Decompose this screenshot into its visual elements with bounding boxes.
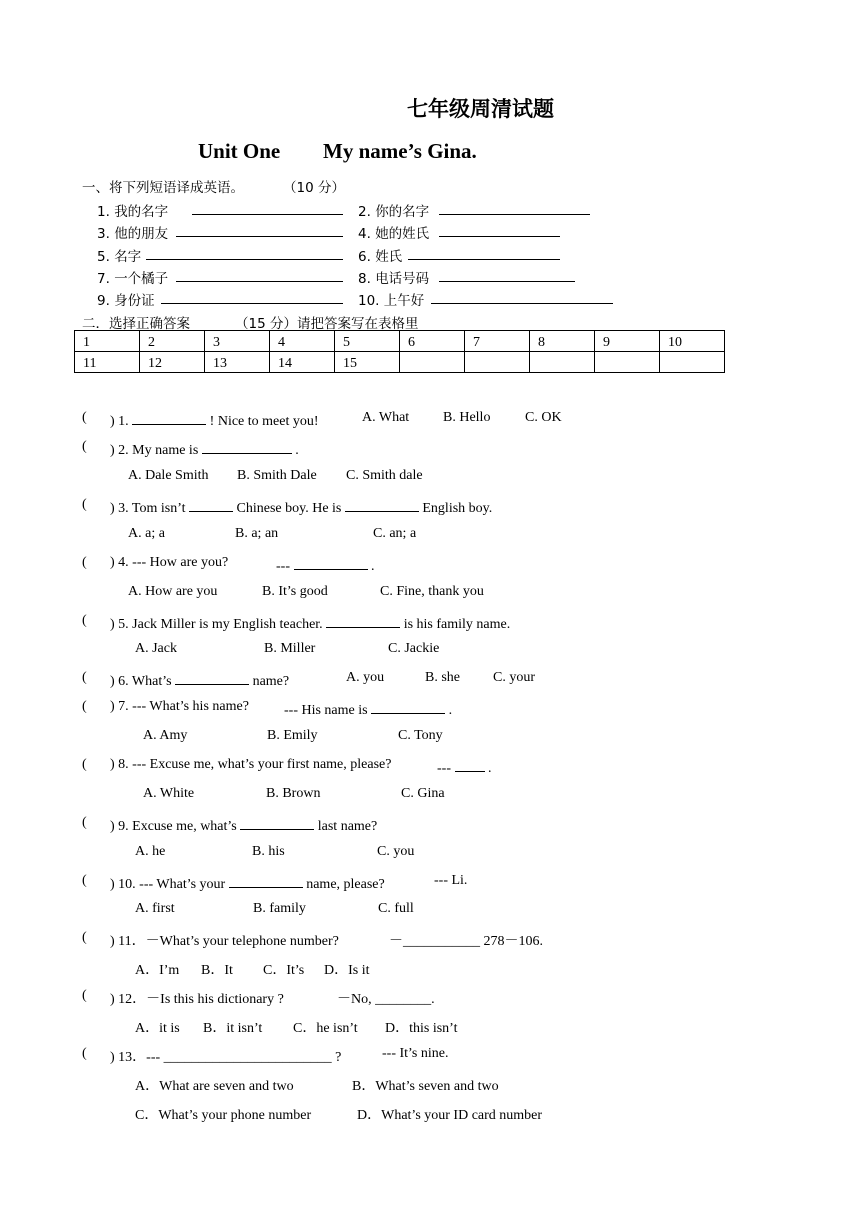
question-13-answer: --- It’s nine. [382, 1046, 449, 1061]
question-2: ) 2. My name is . [110, 439, 299, 459]
option-c: C. Smith dale [346, 468, 423, 483]
unit-label: Unit One [198, 139, 281, 163]
answer-cell[interactable]: 4 [270, 331, 335, 352]
question-13: ) 13．--- ________________________ ? [110, 1050, 342, 1065]
option-a: A. Dale Smith [128, 468, 209, 483]
option-c: C．It’s [263, 963, 305, 978]
answer-cell[interactable] [530, 352, 595, 373]
section1-heading: 一、将下列短语译成英语。 [82, 180, 244, 196]
option-d: D．this isn’t [385, 1021, 458, 1036]
option-b: B. a; an [235, 526, 279, 541]
answer-blank[interactable] [345, 497, 419, 512]
phrase-item: 9. 身份证 [97, 293, 155, 309]
option-b: B. Miller [264, 641, 316, 656]
section2-score: （15 分）请把答案写在表格里 [235, 316, 419, 332]
option-a: A. he [135, 844, 166, 859]
option-b: B. she [425, 670, 460, 685]
option-c: C．he isn’t [293, 1021, 358, 1036]
option-a: A. a; a [128, 526, 165, 541]
phrase-item: 10. 上午好 [358, 293, 425, 309]
answer-blank[interactable] [176, 267, 343, 287]
answer-paren[interactable]: ( [82, 497, 87, 512]
answer-cell[interactable] [400, 352, 465, 373]
section1-score: （10 分） [283, 180, 345, 196]
answer-blank[interactable] [132, 410, 206, 425]
option-c: C. your [493, 670, 535, 685]
option-a: A. What [362, 410, 410, 425]
answer-blank[interactable] [146, 245, 343, 265]
answer-paren[interactable]: ( [82, 699, 87, 714]
answer-paren[interactable]: ( [82, 988, 87, 1003]
phrase-item: 2. 你的名字 [358, 204, 430, 220]
option-a: A．I’m [135, 963, 180, 978]
answer-cell[interactable]: 10 [660, 331, 725, 352]
option-c: C. an; a [373, 526, 417, 541]
answer-cell[interactable]: 3 [205, 331, 270, 352]
option-b: B. It’s good [262, 584, 328, 599]
option-b: B. family [253, 901, 306, 916]
table-row [75, 331, 725, 352]
question-7-answer: --- His name is . [284, 699, 452, 719]
option-b: B．it isn’t [203, 1021, 263, 1036]
answer-blank[interactable] [175, 670, 249, 685]
question-10: ) 10. --- What’s your name, please? [110, 873, 385, 893]
page-title: 七年级周清试题 [407, 97, 554, 121]
option-a: A. you [346, 670, 385, 685]
answer-paren[interactable]: ( [82, 555, 87, 570]
option-b: B．It [201, 963, 233, 978]
answer-blank[interactable] [294, 555, 368, 570]
question-4-answer: --- . [276, 555, 375, 575]
option-b: B．What’s seven and two [352, 1079, 499, 1094]
question-4: ) 4. --- How are you? [110, 555, 229, 570]
answer-cell[interactable]: 5 [335, 331, 400, 352]
option-c: C. OK [525, 410, 562, 425]
answer-paren[interactable]: ( [82, 757, 87, 772]
answer-paren[interactable]: ( [82, 613, 87, 628]
answer-blank[interactable] [240, 815, 314, 830]
phrase-item: 6. 姓氏 [358, 249, 403, 265]
answer-blank[interactable] [189, 497, 233, 512]
answer-cell[interactable]: 2 [140, 331, 205, 352]
option-d: D．What’s your ID card number [357, 1108, 543, 1123]
answer-blank[interactable] [229, 873, 303, 888]
question-5: ) 5. Jack Miller is my English teacher. is his family name. [110, 613, 510, 633]
answer-cell[interactable]: 9 [595, 331, 660, 352]
question-12: ) 12．－Is this his dictionary ? [110, 992, 284, 1007]
table-row [75, 352, 725, 373]
option-b: B. Brown [266, 786, 321, 801]
option-b: B. Emily [267, 728, 318, 743]
answer-cell[interactable] [660, 352, 725, 373]
phrase-item: 3. 他的朋友 [97, 226, 169, 242]
option-a: A. White [143, 786, 195, 801]
phrase-item: 5. 名字 [97, 249, 142, 265]
answer-cell[interactable]: 8 [530, 331, 595, 352]
answer-blank[interactable] [371, 699, 445, 714]
option-c: C．What’s your phone number [135, 1108, 312, 1123]
answer-table [74, 330, 725, 373]
option-c: C. Fine, thank you [380, 584, 484, 599]
answer-paren[interactable]: ( [82, 1046, 87, 1061]
option-c: C. Tony [398, 728, 443, 743]
option-a: A. Jack [135, 641, 177, 656]
question-8: ) 8. --- Excuse me, what’s your first name, please? [110, 757, 392, 772]
option-a: A．it is [135, 1021, 180, 1036]
answer-cell[interactable]: 12 [140, 352, 205, 373]
answer-blank[interactable] [455, 757, 485, 772]
phrase-item: 7. 一个橘子 [97, 271, 169, 287]
phrase-item: 8. 电话号码 [358, 271, 430, 287]
answer-paren[interactable]: ( [82, 873, 87, 888]
answer-paren[interactable]: ( [82, 930, 87, 945]
answer-blank[interactable] [439, 267, 575, 287]
answer-cell[interactable]: 1 [75, 331, 140, 352]
option-b: B. Smith Dale [237, 468, 317, 483]
question-7: ) 7. --- What’s his name? [110, 699, 249, 714]
section2-heading: 二．选择正确答案 [82, 316, 190, 332]
answer-blank[interactable] [192, 200, 343, 220]
question-11: ) 11．－What’s your telephone number? [110, 934, 339, 949]
answer-paren[interactable]: ( [82, 670, 87, 685]
answer-blank[interactable] [408, 245, 560, 265]
answer-cell[interactable]: 14 [270, 352, 335, 373]
option-a: A. How are you [128, 584, 218, 599]
answer-cell[interactable]: 7 [465, 331, 530, 352]
option-c: C. Jackie [388, 641, 440, 656]
question-8-answer: --- . [437, 757, 492, 777]
question-1: ) 1. ! Nice to meet you! [110, 410, 319, 430]
answer-blank[interactable] [161, 289, 343, 309]
option-c: C. full [378, 901, 414, 916]
question-12-answer: －No, ________. [337, 992, 435, 1007]
option-c: C. Gina [401, 786, 445, 801]
question-9: ) 9. Excuse me, what’s last name? [110, 815, 377, 835]
answer-blank[interactable] [326, 613, 400, 628]
phrase-item: 4. 她的姓氏 [358, 226, 430, 242]
option-b: B. his [252, 844, 285, 859]
answer-paren[interactable]: ( [82, 410, 87, 425]
answer-blank[interactable] [439, 200, 590, 220]
option-c: C. you [377, 844, 415, 859]
option-a: A. Amy [143, 728, 188, 743]
option-a: A. first [135, 901, 175, 916]
option-d: D．Is it [324, 963, 370, 978]
answer-blank[interactable] [439, 222, 560, 242]
phrase-item: 1. 我的名字 [97, 204, 169, 220]
answer-cell[interactable]: 13 [205, 352, 270, 373]
answer-cell[interactable] [465, 352, 530, 373]
question-10-answer: --- Li. [434, 873, 468, 888]
option-b: B. Hello [443, 410, 491, 425]
answer-paren[interactable]: ( [82, 439, 87, 454]
question-3: ) 3. Tom isn’t Chinese boy. He is English boy. [110, 497, 492, 517]
answer-cell[interactable]: 6 [400, 331, 465, 352]
question-11-answer: －___________ 278－106. [389, 934, 543, 949]
answer-cell[interactable] [595, 352, 660, 373]
question-6: ) 6. What’s name? [110, 670, 289, 690]
option-a: A．What are seven and two [135, 1079, 294, 1094]
unit-topic: My name’s Gina. [323, 139, 477, 163]
answer-cell[interactable]: 15 [335, 352, 400, 373]
answer-paren[interactable]: ( [82, 815, 87, 830]
answer-blank[interactable] [202, 439, 292, 454]
answer-cell[interactable]: 11 [75, 352, 140, 373]
answer-blank[interactable] [431, 289, 613, 309]
answer-blank[interactable] [176, 222, 343, 242]
